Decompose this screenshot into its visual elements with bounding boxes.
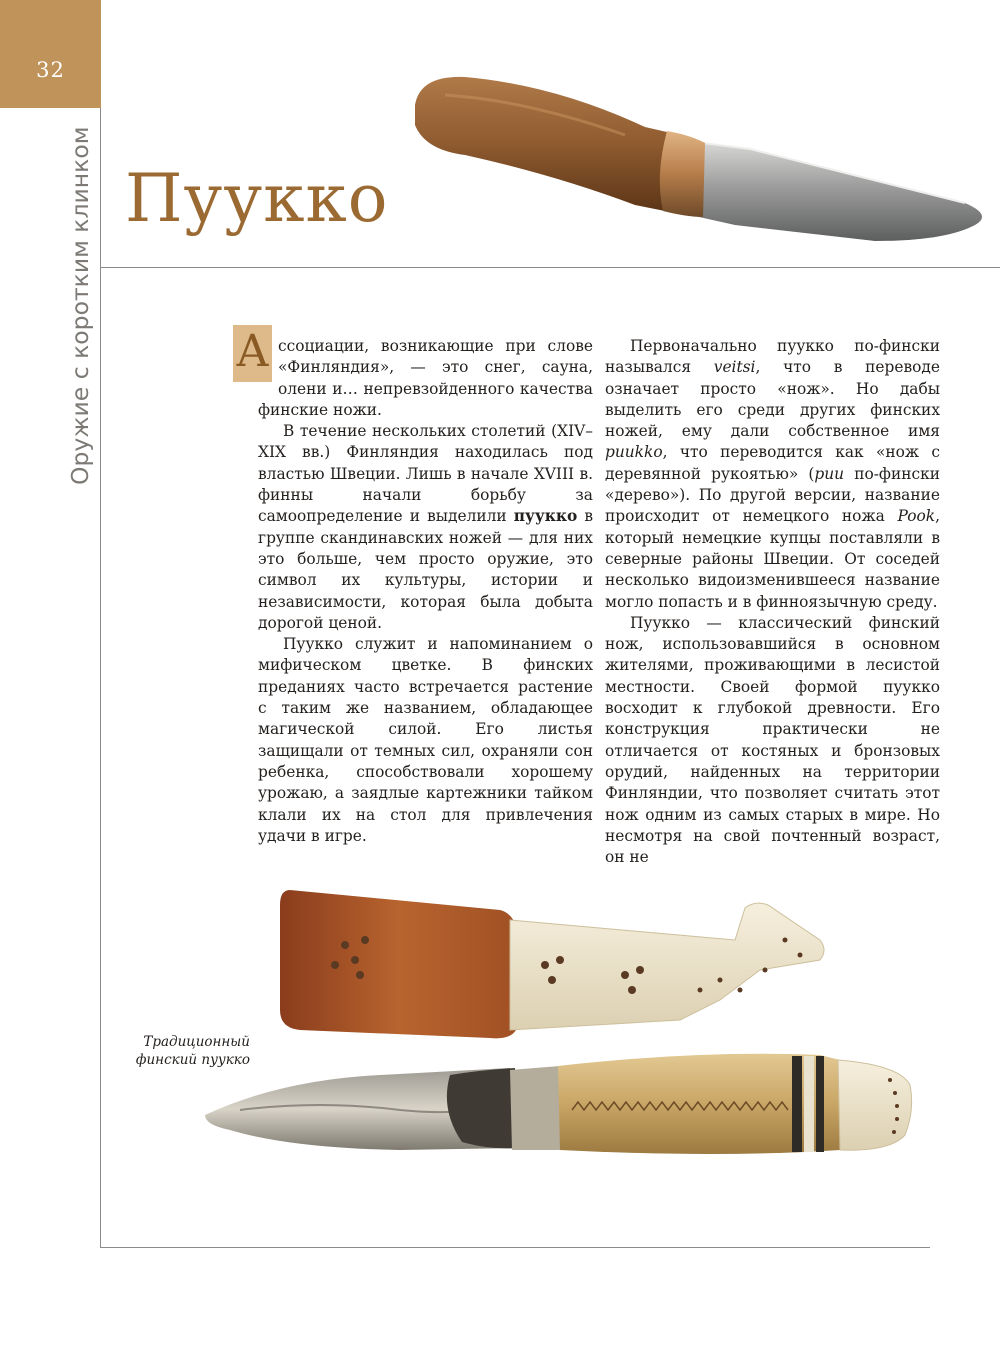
title-rule bbox=[100, 267, 1000, 268]
paragraph: Пуукко — классический финский нож, использовавшийся в основном жителями, проживающими в лесистой местности. Своей формой пуукко восходит к глубокой древности. Его конструкция практически не отличается от костяных и бронзовых орудий, найденных на территории Финляндии, что позволяет считать этот нож одним из самых старых в мире. Но несмотря на свой почтенный возраст, он не bbox=[605, 613, 940, 867]
traditional-puukko-illustration bbox=[200, 880, 920, 1180]
puukko-knife-illustration bbox=[405, 65, 995, 255]
paragraph-text: в группе скандинавских ножей — для них это больше, чем просто оружие, это символ их культуры, истории и независимости, которая была добыта дорогой ценой. bbox=[258, 507, 593, 632]
text-column-left bbox=[235, 326, 593, 847]
paragraph-text: , который немецкие купцы поставляли в северные районы Швеции. От соседей несколько видоизменившееся название могло попасть и в финноязычную среду. bbox=[605, 507, 940, 611]
page-number-tab bbox=[0, 0, 101, 108]
page-title: Пуукко bbox=[125, 160, 389, 237]
bottom-rule bbox=[100, 1247, 930, 1248]
paragraph-text: ссоциации, возникающие при слове «Финляндия», — это снег, сауна, олени и… непревзойденного качества финские ножи. bbox=[258, 337, 593, 419]
italic-term: puukko bbox=[605, 443, 663, 462]
paragraph-text: , что переводится как «нож с деревянной рукоятью» ( bbox=[605, 443, 940, 483]
drop-cap bbox=[233, 325, 272, 382]
italic-term: puu bbox=[814, 464, 845, 483]
paragraph bbox=[235, 326, 593, 421]
italic-term: veitsi bbox=[713, 358, 756, 377]
page-number: 32 bbox=[36, 58, 65, 82]
paragraph-text: Первоначально пуукко по-фински назывался bbox=[605, 337, 940, 377]
side-rule bbox=[100, 108, 101, 1248]
paragraph: Пуукко служит и напоминанием о мифическом цветке. В финских преданиях часто встречается растение с таким же названием, обладающее магической силой. Его листья защищали от темных сил, охраняли сон ребенка, способствовали хорошему урожаю, а заядлые картежники тайком клали их на стол для привлечения удачи в игре. bbox=[258, 635, 593, 845]
paragraph-text: В течение нескольких столетий (XIV–XIX вв.) Финляндия находилась под властью Швеции. Лишь в начале XVIII в. финны начали борьбу за самоопределение и выделили bbox=[258, 422, 593, 526]
drop-cap-letter: А bbox=[235, 326, 270, 377]
paragraph bbox=[258, 421, 593, 634]
running-head: Оружие с коротким клинком bbox=[66, 126, 94, 485]
paragraph-text: , что в переводе означает просто «нож». Но дабы выделить его среди других финских ножей, ему дали собственное имя bbox=[605, 358, 940, 441]
bold-term: пуукко bbox=[513, 507, 578, 526]
paragraph-text: по-фински «дерево»). По другой версии, название происходит от немецкого ножа bbox=[605, 464, 940, 526]
figure-caption: Традиционный финский пуукко bbox=[135, 1034, 250, 1068]
text-column-right bbox=[605, 336, 940, 868]
paragraph bbox=[605, 336, 940, 613]
italic-term: Pook bbox=[897, 507, 936, 526]
